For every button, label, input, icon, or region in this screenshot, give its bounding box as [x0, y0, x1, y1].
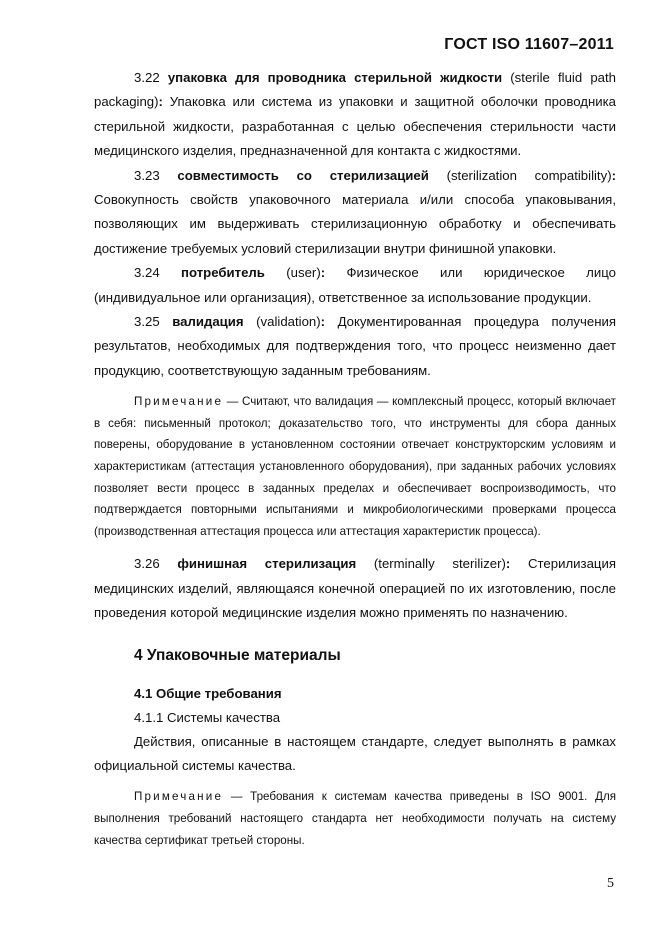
- section-4-1-1-text: Действия, описанные в настоящем стандарте, следует выполнять в рамках официальной системы качества.: [94, 733, 616, 774]
- term-colon: :: [611, 167, 616, 183]
- term-3-22: [94, 66, 616, 164]
- page-number: 5: [607, 876, 614, 891]
- term-number: 3.22: [134, 70, 168, 85]
- term-number: 3.25: [134, 314, 173, 330]
- term-colon: :: [320, 314, 326, 330]
- term-definition: Стерилизация медицинских изделий, являющаяся конечной операцией по их изготовлению, после проведения которой медицинские изделия можно применять по назначению.: [94, 556, 616, 621]
- term-english: (terminally sterilizer): [356, 556, 506, 572]
- term-definition: Документированная процедура получения результатов, необходимых для подтверждения того, что процесс неизменно дает продукцию, соответствующую заданным требованиям.: [94, 314, 616, 378]
- term-3-26: [94, 552, 616, 625]
- term-colon: :: [158, 94, 163, 110]
- term-english: (sterile fluid path packaging): [94, 70, 616, 110]
- term-definition: Физическое или юридическое лицо (индивидуальное или организация), ответственное за использование продукции.: [94, 265, 616, 305]
- section-4-heading: 4 Упаковочные материалы: [134, 646, 341, 664]
- note-quality-systems: [94, 786, 616, 851]
- term-definition: Совокупность свойств упаковочного материала и/или способа упаковывания, позволяющих им выдерживать стерилизационную обработку и обеспечивать достижение требуемых условий стерилизации внутри финишной упаковки.: [94, 192, 616, 256]
- term-number: 3.23: [134, 167, 178, 183]
- term-name: упаковка для проводника стерильной жидкости: [167, 70, 503, 85]
- term-name: потребитель: [181, 265, 265, 281]
- note-label: Примечание: [134, 790, 224, 804]
- section-4-1-heading: 4.1 Общие требования: [134, 685, 282, 701]
- note-validation: [94, 391, 616, 542]
- note-text: — Требования к системам качества приведены в ISO 9001. Для выполнения требований настоящего стандарта нет необходимости получать на систему качества сертификат третьей стороны.: [94, 790, 616, 847]
- term-definition: Упаковка или система из упаковки и защитной оболочки проводника стерильной жидкости, разработанная с целью обеспечения стерильности части медицинского изделия, предназначенной для контакта с жидкостями.: [94, 94, 616, 159]
- term-name: валидация: [172, 314, 244, 330]
- term-colon: :: [505, 556, 511, 572]
- term-english: (validation): [243, 314, 321, 330]
- term-english: (sterilization compatibility): [428, 167, 612, 183]
- term-3-23: [94, 164, 616, 262]
- term-english: (user): [264, 265, 321, 281]
- term-name: совместимость со стерилизацией: [177, 167, 429, 183]
- term-3-25: [94, 310, 616, 383]
- term-name: финишная стерилизация: [177, 556, 357, 572]
- section-4-1-1-heading: 4.1.1 Системы качества: [134, 709, 281, 725]
- page-content: [94, 66, 616, 861]
- term-3-24: [94, 261, 616, 310]
- term-colon: :: [320, 265, 326, 281]
- term-number: 3.26: [134, 556, 178, 572]
- term-number: 3.24: [134, 265, 182, 281]
- document-id-header: ГОСТ ISO 11607–2011: [444, 36, 614, 53]
- note-text: — Считают, что валидация — комплексный процесс, который включает в себя: письменный протокол; доказательство того, что инструменты для сбора данных поверены, оборудование в установленном состоянии отвечает конструкторским условиям и характеристикам (аттестация установленного оборудования), при заданных рабочих условиях позволяет вести процесс в заданных пределах и обеспечивает воспроизводимость, что подтверждается повторными испытаниями и микробиологическими проверками процесса (производственная аттестация процесса или аттестация характеристик процесса).: [94, 395, 616, 538]
- note-label: Примечание: [134, 395, 224, 409]
